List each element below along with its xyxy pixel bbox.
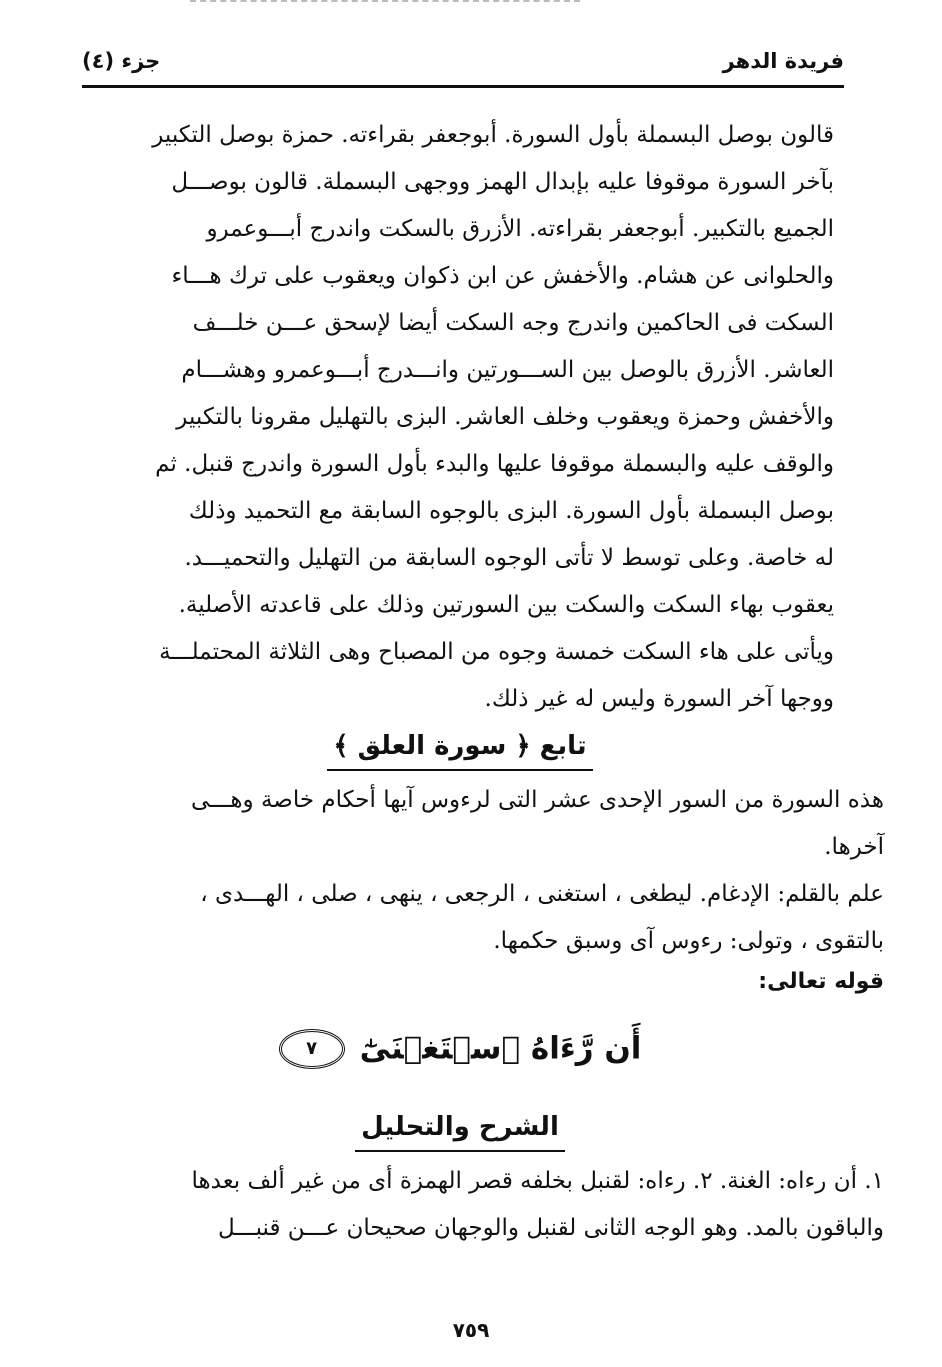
text-line: آخرها. [824, 834, 884, 860]
page-number: ٧٥٩ [452, 1318, 490, 1342]
text-line: له خاصة. وعلى توسط لا تأتى الوجوه السابقة من التهليل والتحميـــد. [184, 545, 834, 571]
text-line: ١. أن رءاه: الغنة. ٢. رءاه: لقنبل بخلفه قصر الهمزة أى من غير ألف بعدها [191, 1167, 884, 1194]
text-line: والوقف عليه والبسملة موقوفا عليها والبدء بأول السورة واندرج قنبل. ثم [155, 451, 834, 477]
verse-number-ornament: ٧ [279, 1029, 345, 1069]
paragraph-block-middle [86, 777, 884, 965]
text-line: والحلوانى عن هشام. والأخفش عن ابن ذكوان ويعقوب على ترك هـــاء [171, 263, 834, 289]
text-line: علم بالقلم: الإدغام. ليطغى ، استغنى ، الرجعى ، ينهى ، صلى ، الهـــدى ، [200, 881, 884, 907]
text-line: قالون بوصل البسملة بأول السورة. أبوجعفر بقراءته. حمزة بوصل التكبير [152, 122, 834, 148]
text-line: والأخفش وحمزة ويعقوب وخلف العاشر. البزى بالتهليل مقرونا بالتكبير [176, 404, 834, 430]
text-line: ويأتى على هاء السكت خمسة وجوه من المصباح وهى الثلاثة المحتملـــة [159, 639, 834, 665]
header-rule [82, 85, 844, 88]
running-header [82, 36, 844, 86]
text-line: هذه السورة من السور الإحدى عشر التى لرءوس آيها أحكام خاصة وهـــى [191, 787, 884, 813]
text-line: بوصل البسملة بأول السورة. البزى بالوجوه السابقة مع التحميد وذلك [188, 498, 834, 524]
verse-text: أَن رَّءَاهُ ٱسۡتَغۡنَىٰٓ [359, 1030, 642, 1067]
book-title: فريدة الدهر [722, 49, 844, 73]
text-line: بآخر السورة موقوفا عليه بإبدال الهمز ووجهى البسملة. قالون بوصـــل [171, 169, 834, 195]
text-line: الجميع بالتكبير. أبوجعفر بقراءته. الأزرق بالسكت واندرج أبـــوعمرو [206, 216, 834, 242]
text-line: يعقوب بهاء السكت والسكت بين السورتين وذلك على قاعدته الأصلية. [178, 592, 834, 618]
commentary-heading [86, 1106, 834, 1152]
paragraph-block-top [86, 112, 834, 723]
quran-verse [86, 1021, 834, 1076]
text-line: السكت فى الحاكمين واندرج وجه السكت أيضا لإسحق عـــن خلـــف [192, 310, 834, 336]
commentary-heading-text: الشرح والتحليل [355, 1106, 565, 1152]
part-label: جزء (٤) [82, 49, 161, 73]
text-line: بالتقوى ، وتولى: رءوس آى وسبق حكمها. [493, 928, 884, 954]
top-scan-marks [190, 0, 580, 8]
qawl-label: قوله تعالى: [758, 969, 884, 994]
text-line: ووجها آخر السورة وليس له غير ذلك. [484, 686, 834, 712]
section-heading [86, 725, 834, 771]
section-heading-text: تابع ﴿ سورة العلق ﴾ [327, 725, 592, 771]
text-line: العاشر. الأزرق بالوصل بين الســـورتين وانـــدرج أبـــوعمرو وهشـــام [181, 357, 834, 383]
page-content [86, 112, 884, 1252]
text-line: والباقون بالمد. وهو الوجه الثانى لقنبل والوجهان صحيحان عـــن قنبـــل [217, 1214, 884, 1241]
paragraph-block-bottom [86, 1158, 884, 1252]
